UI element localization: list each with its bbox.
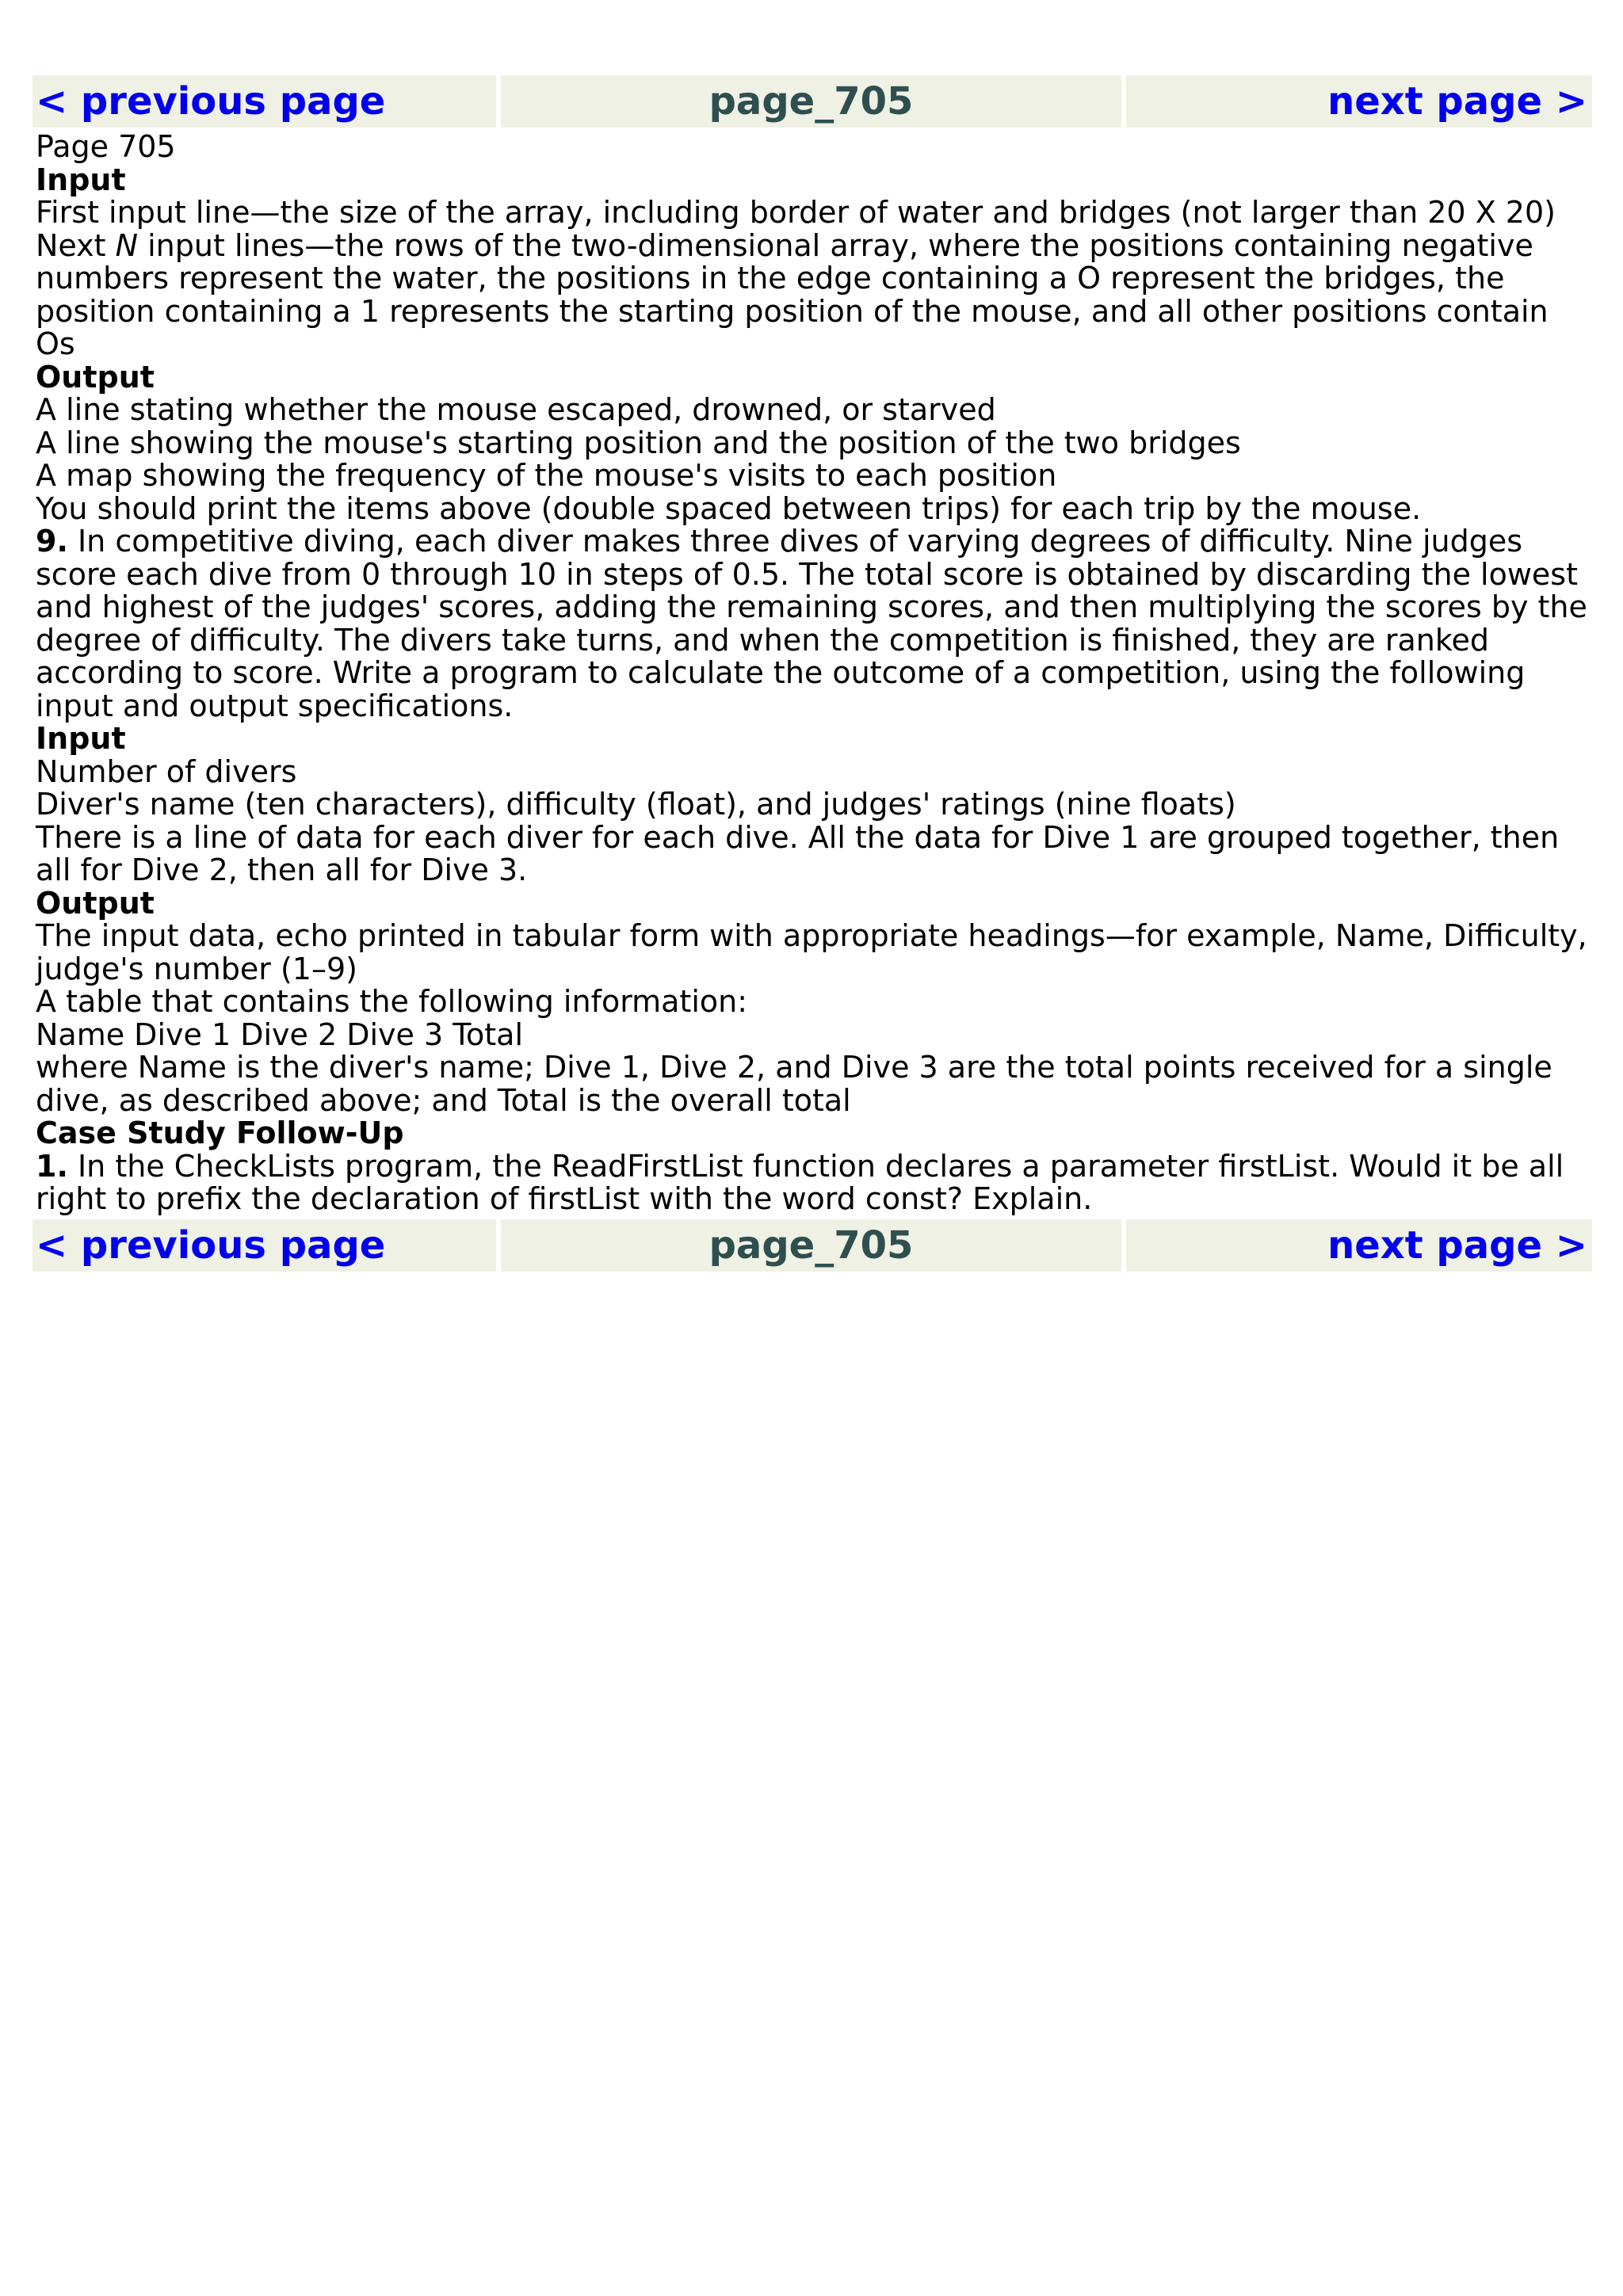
page-number: Page 705 xyxy=(36,129,176,164)
document-page xyxy=(32,75,1592,1272)
bottom-prev-cell xyxy=(32,1219,496,1272)
top-next-page-link[interactable]: next page > xyxy=(1327,79,1587,124)
case-study-item-1-text: In the CheckLists program, the ReadFirstList function declares a parameter firstList. Would it be all right to prefix the declaration of firstList with the word const? Explain. xyxy=(36,1148,1564,1216)
top-next-cell xyxy=(1126,75,1592,128)
item-9-number: 9. xyxy=(36,524,68,559)
input2-line3: There is a line of data for each diver for each dive. All the data for Dive 1 are grouped together, then all for Dive 2, then all for Dive 3. xyxy=(36,819,1560,887)
top-page-title: page_705 xyxy=(501,75,1121,128)
output2-line1: The input data, echo printed in tabular form with appropriate headings—for example, Name, Difficulty, judge's number (1–9) xyxy=(36,918,1587,986)
bottom-previous-page-link[interactable]: < previous page xyxy=(36,1222,386,1268)
output1-line4: You should print the items above (double spaced between trips) for each trip by the mouse. xyxy=(36,490,1422,526)
heading-input-1: Input xyxy=(36,162,126,197)
case-study-item-1 xyxy=(36,1150,1589,1216)
input1-line2-pre: Next xyxy=(36,227,116,263)
bottom-page-title: page_705 xyxy=(501,1219,1121,1272)
case-study-item-1-number: 1. xyxy=(36,1148,68,1184)
heading-input-2: Input xyxy=(36,721,126,756)
item-9-text: In competitive diving, each diver makes three dives of varying degrees of difficulty. Nine judges score each dive from 0 through 10 in steps of 0.5. The total score is obtained by discarding the lowest and highest of the judges' scores, adding the remaining scores, and then multiplying the scores by the degree of difficulty. The divers take turns, and when the competition is finished, they are ranked according to score. Write a program to calculate the outcome of a competition, using the following input and output specifications. xyxy=(36,524,1587,723)
input1-line2 xyxy=(36,227,1589,361)
bottom-next-cell xyxy=(1126,1219,1592,1272)
top-navigation-bar xyxy=(32,75,1592,128)
input2-line1: Number of divers xyxy=(36,753,297,789)
output1-line3: A map showing the frequency of the mouse's visits to each position xyxy=(36,458,1057,493)
input1-line2-post: input lines—the rows of the two-dimensional array, where the positions containing negative numbers represent the water, the positions in the edge containing a O represent the bridges, the position containing a 1 represents the starting position of the mouse, and all other positions contain Os xyxy=(36,227,1549,361)
top-prev-cell xyxy=(32,75,496,128)
output2-line2: A table that contains the following information: xyxy=(36,984,748,1019)
heading-output-2: Output xyxy=(36,885,155,921)
input2-line2: Diver's name (ten characters), difficulty (float), and judges' ratings (nine floats) xyxy=(36,787,1236,822)
bottom-next-page-link[interactable]: next page > xyxy=(1327,1222,1587,1268)
output1-line2: A line showing the mouse's starting position and the position of the two bridges xyxy=(36,425,1241,460)
page-content xyxy=(32,131,1592,1216)
input1-line1: First input line—the size of the array, including border of water and bridges (not larger than 20 X 20) xyxy=(36,195,1556,230)
output1-line1: A line stating whether the mouse escaped, drowned, or starved xyxy=(36,392,996,427)
top-previous-page-link[interactable]: < previous page xyxy=(36,79,386,124)
input1-line2-italic: N xyxy=(115,227,139,263)
heading-output-1: Output xyxy=(36,359,155,395)
output2-line3: Name Dive 1 Dive 2 Dive 3 Total xyxy=(36,1016,523,1052)
heading-case-study: Case Study Follow-Up xyxy=(36,1116,404,1150)
bottom-navigation-bar xyxy=(32,1219,1592,1272)
item-9 xyxy=(36,525,1589,723)
output2-line4: where Name is the diver's name; Dive 1, Dive 2, and Dive 3 are the total points received for a single dive, as described above; and Total is the overall total xyxy=(36,1050,1552,1118)
